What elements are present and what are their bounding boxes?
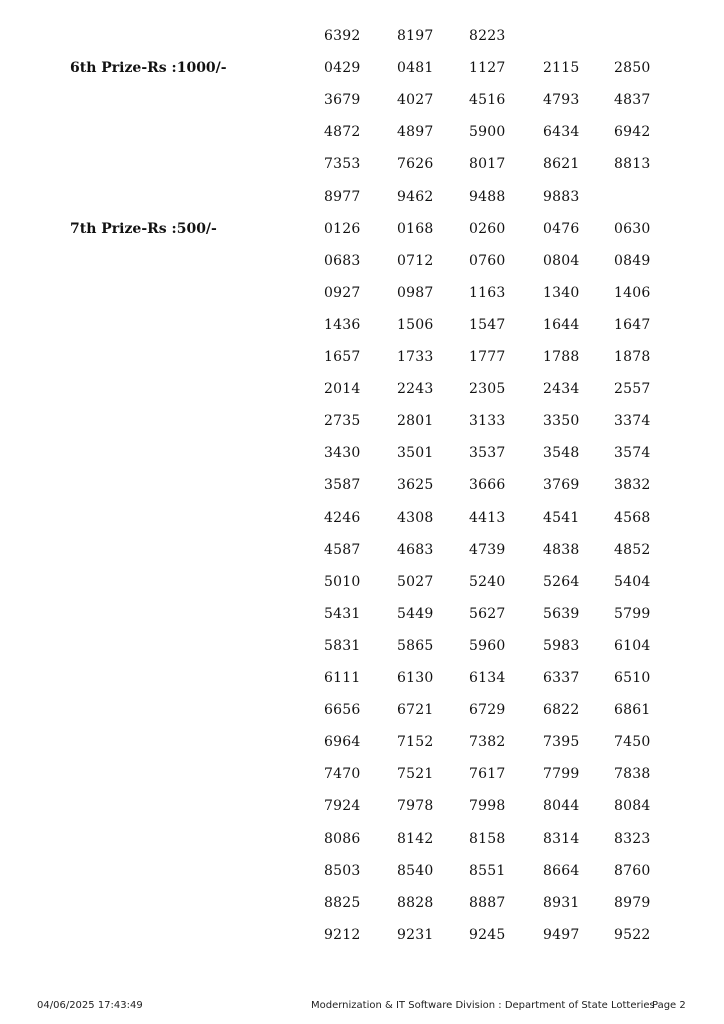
ticket-number: 4793: [543, 92, 580, 109]
ticket-number: 6134: [469, 670, 506, 686]
ticket-number: 4838: [543, 541, 580, 558]
ticket-number: 7450: [614, 734, 651, 751]
ticket-number: 8931: [543, 894, 580, 911]
ticket-number: 5639: [543, 605, 580, 622]
ticket-number: 8825: [324, 894, 361, 911]
ticket-number: 7838: [614, 766, 651, 783]
ticket-number: 8621: [543, 156, 580, 173]
ticket-number: 2243: [397, 381, 434, 398]
ticket-number: 0760: [469, 252, 506, 269]
ticket-number: 6111: [324, 670, 361, 686]
ticket-number: 1733: [397, 349, 434, 365]
ticket-number: 8084: [614, 798, 651, 815]
ticket-number: 4872: [324, 124, 361, 141]
ticket-number: 2801: [397, 413, 434, 430]
ticket-number: 0476: [543, 220, 580, 237]
ticket-number: 8664: [543, 862, 580, 879]
ticket-number: 4541: [543, 509, 580, 526]
ticket-number: 2557: [614, 381, 651, 398]
ticket-number: 2014: [324, 381, 361, 398]
ticket-number: 7626: [397, 156, 434, 173]
footer-page-number: Page 2: [652, 1000, 686, 1011]
ticket-number: 2305: [469, 381, 506, 398]
ticket-number: 6822: [543, 702, 580, 719]
ticket-number: 8142: [397, 830, 434, 847]
ticket-number: 7470: [324, 766, 361, 783]
ticket-number: 8017: [469, 156, 506, 173]
ticket-number: 2115: [543, 60, 580, 77]
ticket-number: 8828: [397, 894, 434, 911]
ticket-number: 3501: [397, 445, 434, 462]
ticket-number: 9462: [397, 188, 434, 205]
ticket-number: 1788: [543, 349, 580, 365]
ticket-number: 6964: [324, 734, 361, 751]
ticket-number: 0987: [397, 284, 434, 301]
ticket-number: 4852: [614, 541, 651, 558]
ticket-number: 7382: [469, 734, 506, 751]
ticket-number: 8086: [324, 830, 361, 847]
ticket-number: 7521: [397, 766, 434, 783]
ticket-number: 1657: [324, 349, 361, 365]
ticket-number: 7617: [469, 766, 506, 783]
ticket-number: 9212: [324, 926, 361, 943]
ticket-number: 8503: [324, 862, 361, 879]
ticket-number: 0849: [614, 252, 651, 269]
ticket-number: 8044: [543, 798, 580, 815]
ticket-number: 1506: [397, 316, 434, 333]
ticket-number: 8813: [614, 156, 651, 173]
ticket-number: 4308: [397, 509, 434, 526]
ticket-number: 5431: [324, 605, 361, 622]
ticket-number: 2735: [324, 413, 361, 430]
ticket-number: 8979: [614, 894, 651, 911]
prize-label: 6th Prize-Rs :1000/-: [70, 60, 227, 77]
ticket-number: 9245: [469, 926, 506, 943]
footer-datetime: 04/06/2025 17:43:49: [37, 1000, 143, 1011]
ticket-number: 5983: [543, 637, 580, 654]
footer-division: Modernization & IT Software Division : Department of State Lotteries: [311, 1000, 655, 1011]
ticket-number: 3625: [397, 477, 434, 494]
ticket-number: 8540: [397, 862, 434, 879]
ticket-number: 7799: [543, 766, 580, 783]
ticket-number: 3548: [543, 445, 580, 462]
ticket-number: 6130: [397, 670, 434, 686]
ticket-number: 8314: [543, 830, 580, 847]
ticket-number: 6510: [614, 670, 651, 686]
ticket-number: 3133: [469, 413, 506, 430]
ticket-number: 5404: [614, 573, 651, 590]
ticket-number: 6337: [543, 670, 580, 686]
ticket-number: 1644: [543, 316, 580, 333]
ticket-number: 3769: [543, 477, 580, 494]
prize-row: [0, 156, 724, 196]
ticket-number: 9497: [543, 926, 580, 943]
ticket-number: 1777: [469, 349, 506, 365]
ticket-number: 6434: [543, 124, 580, 141]
ticket-number: 7998: [469, 798, 506, 815]
ticket-number: 3832: [614, 477, 651, 494]
ticket-number: 9883: [543, 188, 580, 205]
ticket-number: 8223: [469, 28, 506, 44]
ticket-number: 3574: [614, 445, 651, 462]
ticket-number: 3587: [324, 477, 361, 494]
ticket-number: 0683: [324, 252, 361, 269]
ticket-number: 6392: [324, 28, 361, 44]
ticket-number: 5900: [469, 124, 506, 141]
ticket-number: 4837: [614, 92, 651, 109]
ticket-number: 7978: [397, 798, 434, 815]
ticket-number: 1436: [324, 316, 361, 333]
ticket-number: 8323: [614, 830, 651, 847]
ticket-number: 2850: [614, 60, 651, 77]
ticket-number: 5865: [397, 637, 434, 654]
ticket-number: 2434: [543, 381, 580, 398]
ticket-number: 4516: [469, 92, 506, 109]
ticket-number: 5831: [324, 637, 361, 654]
ticket-number: 0168: [397, 220, 434, 237]
ticket-number: 1547: [469, 316, 506, 333]
ticket-number: 3430: [324, 445, 361, 462]
ticket-number: 8158: [469, 830, 506, 847]
ticket-number: 4568: [614, 509, 651, 526]
ticket-number: 6942: [614, 124, 651, 141]
ticket-number: 7152: [397, 734, 434, 751]
ticket-number: 1163: [469, 284, 506, 301]
ticket-number: 4027: [397, 92, 434, 109]
ticket-number: 5010: [324, 573, 361, 590]
ticket-number: 6104: [614, 637, 651, 654]
ticket-number: 7924: [324, 798, 361, 815]
ticket-number: 4739: [469, 541, 506, 558]
ticket-number: 3679: [324, 92, 361, 109]
ticket-number: 0481: [397, 60, 434, 77]
ticket-number: 3350: [543, 413, 580, 430]
ticket-number: 5627: [469, 605, 506, 622]
ticket-number: 3666: [469, 477, 506, 494]
ticket-number: 4897: [397, 124, 434, 141]
ticket-number: 5960: [469, 637, 506, 654]
ticket-number: 0126: [324, 220, 361, 237]
ticket-number: 3537: [469, 445, 506, 462]
ticket-number: 6729: [469, 702, 506, 719]
ticket-number: 0630: [614, 220, 651, 237]
ticket-number: 0804: [543, 252, 580, 269]
ticket-number: 6861: [614, 702, 651, 719]
ticket-number: 4246: [324, 509, 361, 526]
ticket-number: 5240: [469, 573, 506, 590]
ticket-number: 8197: [397, 28, 434, 44]
ticket-number: 6656: [324, 702, 361, 719]
ticket-number: 9522: [614, 926, 651, 943]
ticket-number: 3374: [614, 413, 651, 430]
ticket-number: 5449: [397, 605, 434, 622]
ticket-number: 8551: [469, 862, 506, 879]
ticket-number: 5799: [614, 605, 651, 622]
ticket-number: 8977: [324, 188, 361, 205]
ticket-number: 4683: [397, 541, 434, 558]
ticket-number: 1406: [614, 284, 651, 301]
prize-label: 7th Prize-Rs :500/-: [70, 220, 217, 237]
ticket-number: 5027: [397, 573, 434, 590]
ticket-number: 7395: [543, 734, 580, 751]
prize-row: [0, 926, 724, 967]
ticket-number: 1647: [614, 316, 651, 333]
ticket-number: 5264: [543, 573, 580, 590]
ticket-number: 0712: [397, 252, 434, 269]
ticket-number: 9488: [469, 188, 506, 205]
ticket-number: 1878: [614, 349, 651, 365]
ticket-number: 1127: [469, 60, 506, 77]
ticket-number: 6721: [397, 702, 434, 719]
ticket-number: 7353: [324, 156, 361, 173]
ticket-number: 1340: [543, 284, 580, 301]
ticket-number: 8760: [614, 862, 651, 879]
ticket-number: 4587: [324, 541, 361, 558]
ticket-number: 0927: [324, 284, 361, 301]
ticket-number: 8887: [469, 894, 506, 911]
ticket-number: 9231: [397, 926, 434, 943]
ticket-number: 0429: [324, 60, 361, 77]
ticket-number: 0260: [469, 220, 506, 237]
ticket-number: 4413: [469, 509, 506, 526]
